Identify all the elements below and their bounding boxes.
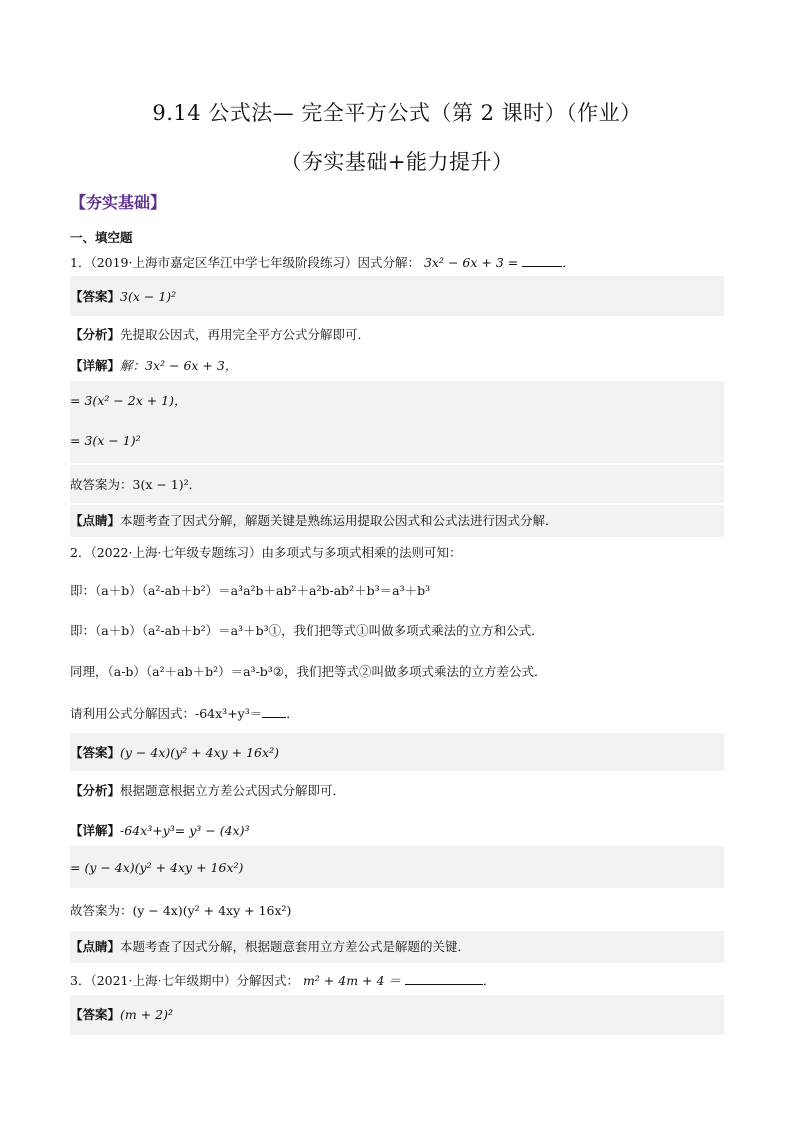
question-2-analysis: 【分析】根据题意根据立方差公式因式分解即可． [70, 783, 346, 798]
question-1-stem: 1．（2019·上海市嘉定区华江中学七年级阶段练习）因式分解： 3x² − 6x + 3 = ． [70, 255, 575, 270]
document-title: 9.14 公式法— 完全平方公式（第 2 课时）（作业） [152, 101, 642, 125]
question-2-comment: 【点睛】本题考查了因式分解，根据题意套用立方差公式是解题的关键． [70, 939, 471, 954]
question-1-step: = 3(x − 1)² [70, 433, 141, 448]
question-2-final: 故答案为：(y − 4x)(y² + 4xy + 16x²) [70, 903, 292, 918]
question-3-stem: 3．（2021·上海·七年级期中）分解因式： m² + 4m + 4 ＝ ． [70, 973, 496, 988]
question-1-final: 故答案为：3(x − 1)²． [70, 477, 202, 492]
question-1-step: = 3(x² − 2x + 1)， [70, 393, 187, 408]
section-heading: 【夯实基础】 [70, 193, 167, 212]
question-1-analysis: 【分析】先提取公因式，再用完全平方公式分解即可． [70, 327, 371, 342]
question-1-comment: 【点睛】本题考查了因式分解，解题关键是熟练运用提取公因式和公式法进行因式分解． [70, 513, 558, 528]
question-3-answer: 【答案】(m + 2)² [70, 1007, 174, 1022]
question-2-stem: 2．（2022·上海·七年级专题练习）由多项式与多项式相乘的法则可知： [70, 545, 462, 560]
answer-blank [405, 972, 483, 985]
question-2-answer: 【答案】(y − 4x)(y² + 4xy + 16x²) [70, 745, 279, 760]
question-2-text: 即：（a＋b）（a²-ab＋b²）＝a³a²b＋ab²＋a²b-ab²＋b³＝a³＋b³ [70, 583, 431, 598]
question-1-answer: 【答案】3(x − 1)² [70, 289, 177, 304]
question-2-prompt: 请利用公式分解因式：-64x³+y³＝ ． [70, 706, 299, 721]
answer-blank [262, 705, 286, 718]
question-2-text: 同理，（a-b）（a²＋ab＋b²）＝a³-b³②，我们把等式②叫做多项式乘法的立方差公式． [70, 664, 547, 679]
answer-blank [522, 254, 562, 267]
question-1-expression: 3x² − 6x + 3 = [423, 255, 519, 270]
question-2-text: 即：（a＋b）（a²-ab＋b²）＝a³＋b³①，我们把等式①叫做多项式乘法的立方和公式． [70, 623, 544, 638]
question-1-detail: 【详解】解：3x² − 6x + 3， [70, 358, 238, 373]
question-2-detail: 【详解】-64x³+y³= y³ − (4x)³ [70, 823, 250, 838]
document-subtitle: （夯实基础+能力提升） [280, 150, 514, 174]
question-3-expression: m² + 4m + 4 ＝ [302, 973, 401, 988]
question-2-step: = (y − 4x)(y² + 4xy + 16x²) [70, 860, 244, 875]
part-heading: 一、填空题 [70, 230, 133, 245]
